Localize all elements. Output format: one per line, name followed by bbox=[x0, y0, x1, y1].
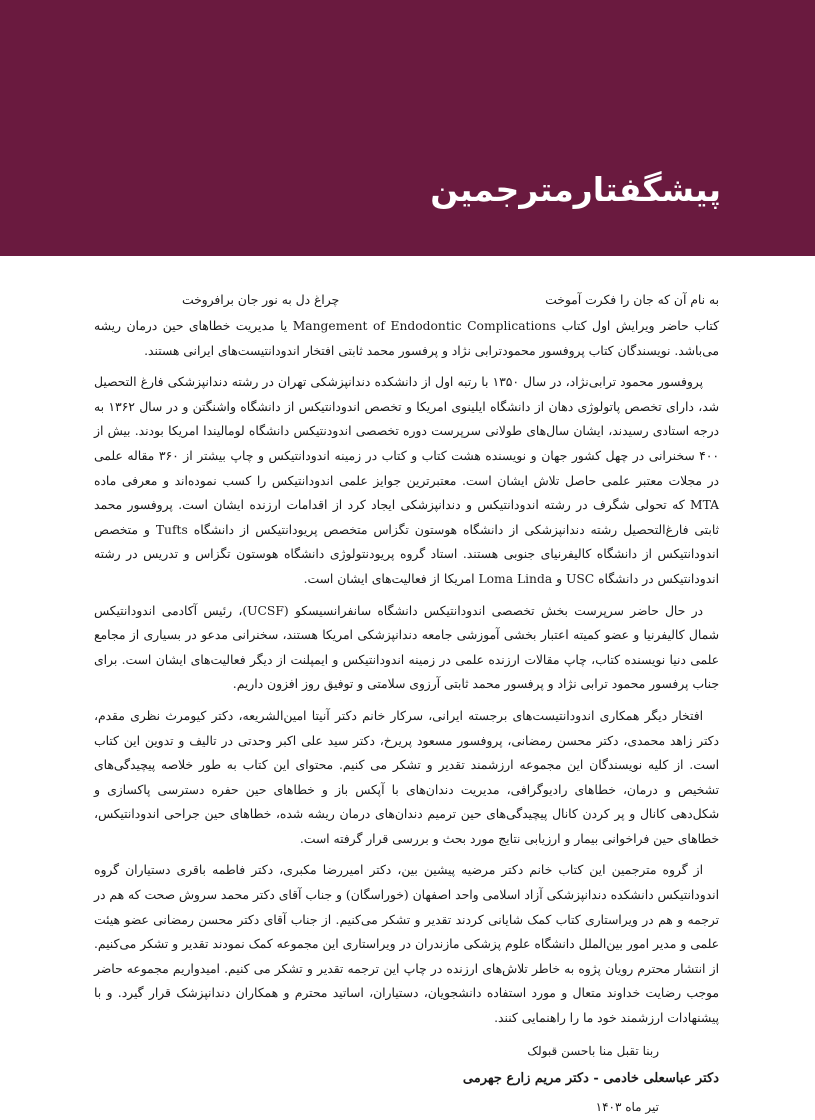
paragraph-intro: کتاب حاضر ویرایش اول کتاب Mangement of Endodontic Complications یا مدیریت خطاهای حین درمان ریشه می‌باشد. نویسندگان کتاب پروفسور محمودترابی نژاد و پرفسور محمد ثابتی افتخار اندودانتیست‌های ایرانی هستند. bbox=[94, 319, 719, 358]
poem-hemistich-1: به نام آن که جان را فکرت آموخت bbox=[545, 293, 719, 307]
opening-poem bbox=[94, 288, 719, 314]
preface-body bbox=[94, 288, 719, 1120]
header-banner bbox=[0, 0, 815, 256]
paragraph-contributors: افتخار دیگر همکاری اندودانتیست‌های برجسته ایرانی، سرکار خانم دکتر آنیتا امین‌الشریعه، دکتر کیومرث نظری مقدم، دکتر زاهد محمدی، دکتر محسن رمضانی، پروفسور مسعود پریرخ، دکتر سید علی اکبر وحدتی در تالیف و تدوین این کتاب است. از کلیه نویسندگان این مجموعه ارزشمند تقدیر و تشکر می کنیم. محتوای این کتاب به طور خلاصه پیچیدگی‌های تشخیص و درمان، خطاهای رادیوگرافی، مدیریت دندان‌های با آپکس باز و خطاهای حین حفره دسترسی پاکسازی و شکل‌دهی کانال و پر کردن کانال پیچیدگی‌های حین ترمیم دندان‌های درمان ریشه شده، خطاهای حین جراحی اندودانتیکس، خطاهای حین فراخوانی بیمار و ارزیابی نتایج مورد بحث و بررسی قرار گرفته است. bbox=[94, 708, 719, 846]
closing-salutation: ربنا تقبل منا باحسن قبولک bbox=[527, 1043, 659, 1058]
paragraph-current-roles: در حال حاضر سرپرست بخش تخصصی اندودانتیکس دانشگاه سانفرانسیسکو (UCSF)، رئیس آکادمی اندودانتیکس شمال کالیفرنیا و عضو کمیته اعتبار بخشی آموزشی جامعه دندانپزشکی امریکا هستند، سخنرانی مدعو در بسیاری از مجامع علمی دنیا نویسنده کتاب، چاپ مقالات ارزنده علمی در زمینه اندودانتیکس و ایمپلنت از دیگر فعالیت‌های ایشان است. برای جناب پرفسور محمود ترابی نژاد و پرفسور محمد ثابتی آرزوی سلامتی و توفیق روز افزون داریم. bbox=[94, 603, 719, 692]
translator-names: دکتر عباسعلی خادمی - دکتر مریم زارع جهرمی bbox=[462, 1070, 719, 1086]
closing-date: تیر ماه ۱۴۰۳ bbox=[595, 1099, 659, 1114]
paragraph-acknowledgements: از گروه مترجمین این کتاب خانم دکتر مرضیه پیشین بین، دکتر امیررضا مکبری، دکتر فاطمه باقری دستیاران گروه اندودانتیکس دانشکده دندانپزشکی آزاد اسلامی واحد اصفهان (خوراسگان) و جناب آقای دکتر محمد سروش صحت که هم در ترجمه و هم در ویراستاری کتاب کمک شایانی کردند تقدیر و تشکر می‌کنیم. از جناب آقای دکتر محسن رمضانی عضو هیئت علمی و مدیر امور بین‌الملل دانشگاه علوم پزشکی مازندران در ویراستاری این مجموعه کمک نمودند تقدیر و تشکر می‌کنیم. از انتشار محترم رویان پژوه به خاطر تلاش‌های ارزنده در چاپ این ترجمه تقدیر و تشکر می کنیم. امیدواریم مجموعه حاضر موجب رضایت خداوند متعال و مورد استفاده دانشجویان، دستیاران، اساتید محترم و همکاران دندانپزشک قرار گیرد. و با پیشنهادات ارزشمند خود ما را راهنمایی کنند. bbox=[94, 863, 719, 1026]
paragraph-authors-bio: پروفسور محمود ترابی‌نژاد، در سال ۱۳۵۰ با رتبه اول از دانشکده دندانپزشکی تهران در رشته دندانپزشکی فارغ التحصیل شد، دارای تخصص پاتولوژی دهان از دانشگاه ایلینوی امریکا و تخصص اندودانتیکس از دانشگاه واشنگتن و در سال ۱۳۶۲ به درجه استادی رسیدند، ایشان سال‌های طولانی سرپرست دوره تخصصی اندودنتیکس دانشگاه لومالیندا امریکا بودند. بیش از ۴۰۰ سخنرانی در چهل کشور جهان و نویسنده هشت کتاب و کتاب در زمینه اندودانتیکس و چاپ بیشتر از ۳۶۰ مقاله علمی در مجلات معتبر علمی حاصل تلاش ایشان است. معتبرترین جوایز علمی اندودانتیکس را کسب نموده‌اند و معرفی ماده MTA که تحولی شگرف در رشته اندودانتیکس و دندانپزشکی ایجاد کرد از اقدامات ارزنده ایشان است. پروفسور محمد ثابتی فارغ‌التحصیل رشته دندانپزشکی از دانشگاه هوستون تگزاس متخصص پریودانتیکس از دانشگاه Tufts و متخصص اندودانتیکس از دانشگاه کالیفرنیای جنوبی هستند. استاد گروه پریودنتولوژی دانشگاه هوستون تگزاس و تدریس در رشته اندودانتیکس در دانشگاه USC و Loma Linda امریکا از فعالیت‌های ایشان است. bbox=[94, 375, 719, 586]
page-title: پیشگفتارمترجمین bbox=[430, 170, 721, 209]
poem-hemistich-2: چراغ دل به نور جان برافروخت bbox=[182, 293, 340, 307]
closing-block bbox=[94, 1038, 719, 1120]
